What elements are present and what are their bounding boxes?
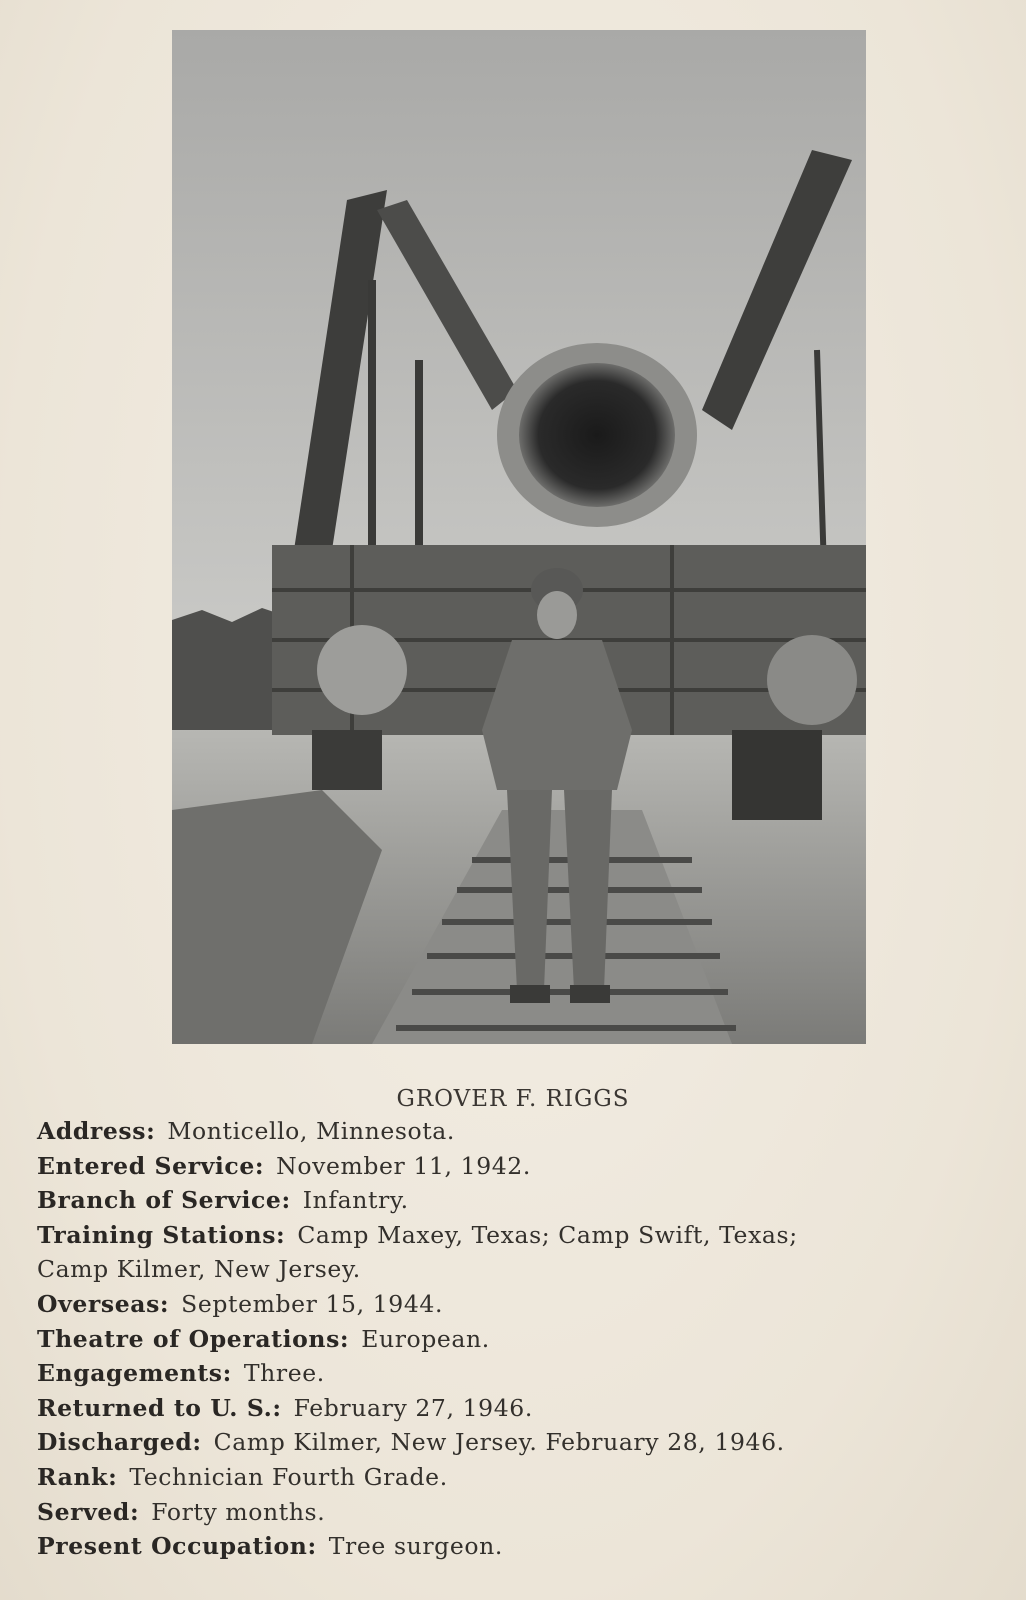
fact-served <box>37 1495 997 1530</box>
fact-value: Tree surgeon. <box>328 1532 503 1561</box>
fact-label: Rank: <box>37 1462 118 1491</box>
fact-rank <box>37 1460 997 1495</box>
fact-label: Served: <box>37 1497 140 1526</box>
fact-value: November 11, 1942. <box>276 1151 531 1180</box>
fact-label: Training Stations: <box>37 1220 286 1249</box>
fact-value: September 15, 1944. <box>181 1289 444 1318</box>
fact-present-occupation <box>37 1529 997 1564</box>
fact-label: Engagements: <box>37 1359 232 1388</box>
fact-label: Entered Service: <box>37 1151 265 1180</box>
service-record <box>37 1114 997 1564</box>
fact-value: Technician Fourth Grade. <box>129 1462 448 1491</box>
fact-engagements <box>37 1356 997 1391</box>
fact-value: Camp Kilmer, New Jersey. February 28, 1946. <box>213 1428 785 1457</box>
fact-value: Infantry. <box>302 1186 409 1215</box>
photo-soldier-rocket-launcher-icon <box>172 30 866 1044</box>
fact-value: Forty months. <box>151 1497 326 1526</box>
fact-label: Address: <box>37 1117 156 1145</box>
fact-label: Overseas: <box>37 1289 170 1318</box>
fact-value: Three. <box>243 1359 325 1388</box>
fact-label: Present Occupation: <box>37 1532 317 1561</box>
fact-label: Theatre of Operations: <box>37 1324 350 1353</box>
fact-training-stations-continued <box>37 1252 997 1287</box>
fact-theatre-of-operations <box>37 1322 997 1357</box>
fact-label: Discharged: <box>37 1428 202 1457</box>
fact-branch-of-service <box>37 1183 997 1218</box>
fact-training-stations <box>37 1218 997 1253</box>
fact-address <box>37 1114 997 1149</box>
person-name: GROVER F. RIGGS <box>396 1086 630 1112</box>
fact-value: Camp Kilmer, New Jersey. <box>37 1255 361 1284</box>
fact-value: Monticello, Minnesota. <box>167 1117 455 1145</box>
fact-overseas <box>37 1287 997 1322</box>
fact-entered-service <box>37 1149 997 1184</box>
fact-label: Branch of Service: <box>37 1186 291 1215</box>
fact-label: Returned to U. S.: <box>37 1393 282 1422</box>
fact-value: February 27, 1946. <box>293 1393 533 1422</box>
fact-discharged <box>37 1425 997 1460</box>
fact-value: European. <box>361 1324 490 1353</box>
fact-value: Camp Maxey, Texas; Camp Swift, Texas; <box>297 1220 798 1249</box>
fact-returned-to-us <box>37 1391 997 1426</box>
photograph <box>172 30 866 1044</box>
